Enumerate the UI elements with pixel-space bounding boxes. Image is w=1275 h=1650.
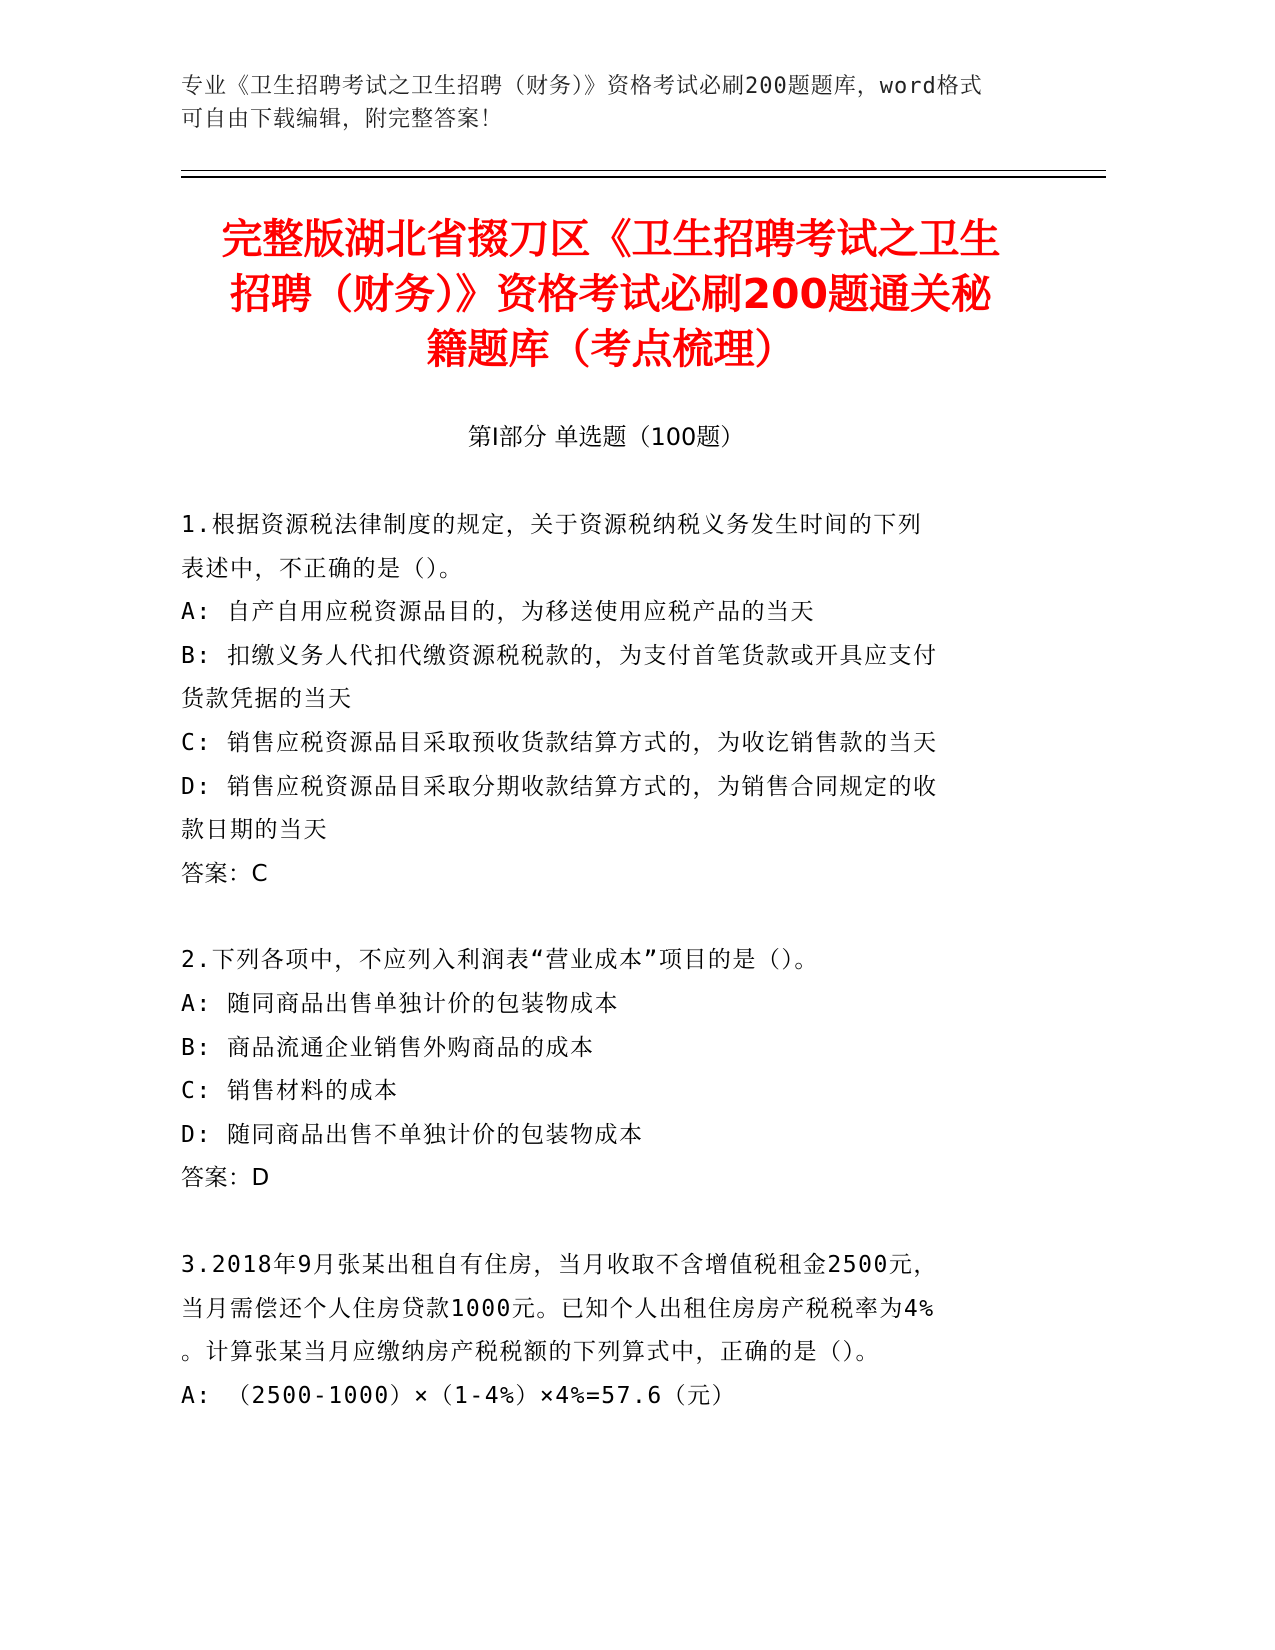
question-stem: 3.2018年9月张某出租自有住房，当月收取不含增值税租金2500元， [181,1251,938,1278]
option-d: D: 销售应税资源品目采取分期收款结算方式的，为销售合同规定的收 [181,773,938,800]
header-note-line: 可自由下载编辑，附完整答案！ [181,107,504,132]
option-a: A: （2500-1000）×（1-4%）×4%=57.6（元） [181,1382,737,1409]
header-divider [181,176,1106,178]
option-b: 货款凭据的当天 [181,686,353,713]
question-stem: 2.下列各项中，不应列入利润表“营业成本”项目的是（）。 [181,947,819,974]
header-note-line: 专业《卫生招聘考试之卫生招聘（财务）》资格考试必刷200题题库，word格式 [181,74,983,99]
header-note [181,70,1041,136]
option-c: C: 销售材料的成本 [181,1078,399,1105]
answer-label: 答案：C [181,860,269,887]
answer-label: 答案：D [181,1165,270,1192]
option-d: D: 随同商品出售不单独计价的包装物成本 [181,1121,644,1148]
question-item [181,939,1031,1201]
question-item [181,1244,1031,1418]
question-stem: 1.根据资源税法律制度的规定，关于资源税纳税义务发生时间的下列 [181,512,923,538]
question-stem: 表述中，不正确的是（）。 [181,555,464,582]
option-a: A: 随同商品出售单独计价的包装物成本 [181,990,620,1017]
option-b: B: 商品流通企业销售外购商品的成本 [181,1034,595,1061]
option-d: 款日期的当天 [181,817,328,844]
title-line: 招聘（财务）》资格考试必刷200题通关秘 [229,270,993,318]
question-spacer [181,1201,1031,1244]
option-b: B: 扣缴义务人代扣代缴资源税税款的，为支付首笔货款或开具应支付 [181,642,938,669]
option-c: C: 销售应税资源品目采取预收货款结算方式的，为收讫销售款的当天 [181,729,938,756]
header-divider [181,170,1106,171]
option-a: A: 自产自用应税资源品目的，为移送使用应税产品的当天 [181,599,816,626]
title-line: 完整版湖北省掇刀区《卫生招聘考试之卫生 [221,215,1001,263]
question-list [181,504,1031,1418]
document-title [150,212,1072,377]
question-spacer [181,896,1031,939]
question-stem: 。计算张某当月应缴纳房产税税额的下列算式中，正确的是（）。 [181,1339,880,1366]
question-item [181,504,1031,896]
question-stem: 当月需偿还个人住房贷款1000元。已知个人出租住房房产税税率为4% [181,1295,935,1322]
title-line: 籍题库（考点梳理） [426,325,796,373]
section-heading: 第Ⅰ部分 单选题（100题） [467,423,745,451]
